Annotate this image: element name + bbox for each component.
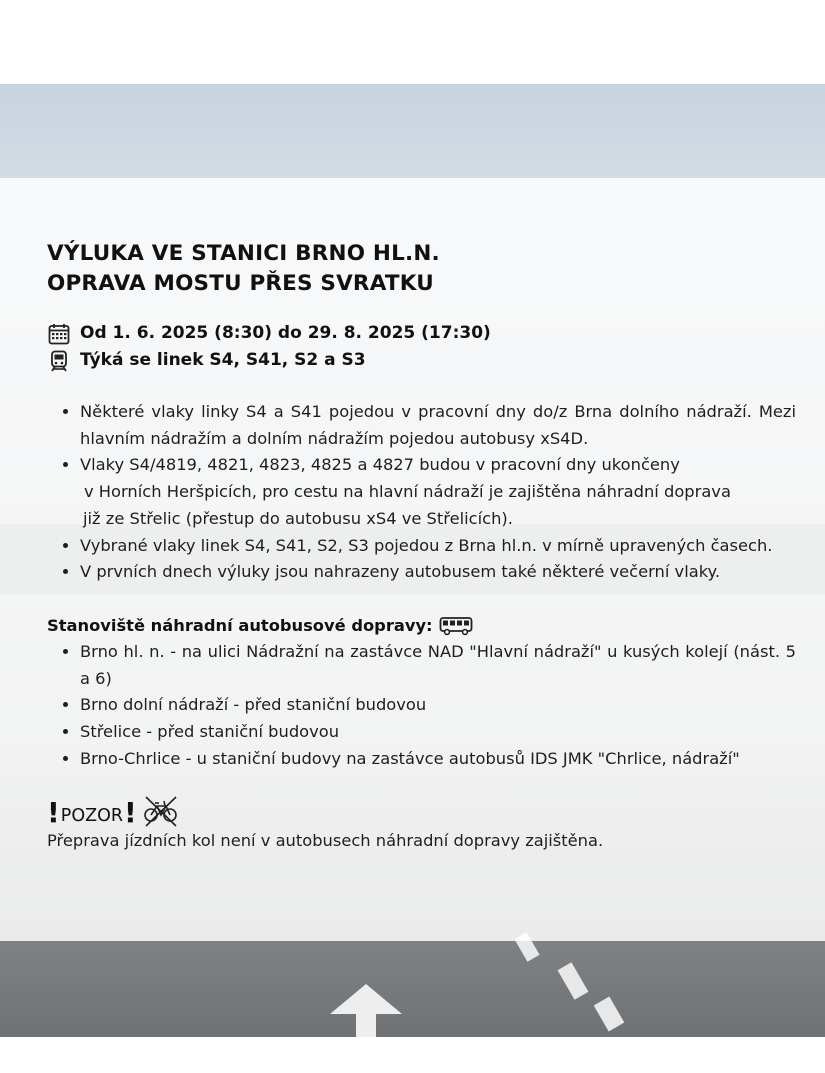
- train-icon: [47, 349, 71, 373]
- no-bicycle-icon: [143, 794, 179, 828]
- calendar-icon: [47, 322, 71, 346]
- date-text: Od 1. 6. 2025 (8:30) do 29. 8. 2025 (17:30): [80, 323, 491, 343]
- meta-info: [47, 320, 796, 374]
- title-line-1: VÝLUKA VE STANICI BRNO HL.N.: [47, 241, 440, 266]
- page-title: [47, 239, 796, 299]
- list-item: [80, 452, 796, 532]
- closure-list: [47, 399, 796, 586]
- list-item-line: již ze Střelic (přestup do autobusu xS4 ve Střelicích).: [83, 508, 513, 528]
- warning-label: POZOR: [60, 806, 124, 827]
- warning-text: Přeprava jízdních kol není v autobusech náhradní dopravy zajištěna.: [47, 831, 604, 851]
- list-item: • Brno hl. n. - na ulici Nádražní na zastávce NAD "Hlavní nádraží" u kusých kolejí (nást. 5 a 6): [80, 639, 796, 692]
- list-item-line: v Horních Heršpicích, pro cestu na hlavní nádraží je zajištěna náhradní doprava: [84, 482, 731, 502]
- bus-icon: [439, 616, 473, 636]
- warning-heading: [47, 794, 796, 828]
- lines-text: Týká se linek S4, S41, S2 a S3: [80, 350, 366, 370]
- bus-stops-title: Stanoviště náhradní autobusové dopravy:: [47, 615, 433, 635]
- list-item: • Střelice - před staniční budovou: [80, 719, 796, 746]
- exclamation-icon: !: [47, 796, 60, 830]
- list-item: • V prvních dnech výluky jsou nahrazeny autobusem také některé večerní vlaky.: [80, 559, 796, 586]
- bus-stops-list: [47, 639, 796, 773]
- list-item: • Vybrané vlaky linek S4, S41, S2, S3 pojedou z Brna hl.n. v mírně upravených časech.: [80, 533, 796, 560]
- list-item: • Některé vlaky linky S4 a S41 pojedou v pracovní dny do/z Brna dolního nádraží. Mezi hlavním nádražím a dolním nádražím pojedou autobusy xS4D.: [80, 399, 796, 452]
- exclamation-icon: !: [124, 796, 137, 830]
- title-line-2: OPRAVA MOSTU PŘES SVRATKU: [47, 271, 434, 296]
- list-item-line: • Vlaky S4/4819, 4821, 4823, 4825 a 4827 budou v pracovní dny ukončeny: [80, 455, 680, 475]
- list-item: • Brno-Chrlice - u staniční budovy na zastávce autobusů IDS JMK "Chrlice, nádraží": [80, 746, 796, 773]
- bus-stops-heading: [47, 613, 796, 639]
- background-road-arrow: [330, 984, 402, 1014]
- list-item: • Brno dolní nádraží - před staniční budovou: [80, 692, 796, 719]
- lines-row: [47, 347, 796, 374]
- notice-content: [47, 239, 796, 854]
- background-road-arrow-stem: [356, 1014, 376, 1037]
- date-row: [47, 320, 796, 347]
